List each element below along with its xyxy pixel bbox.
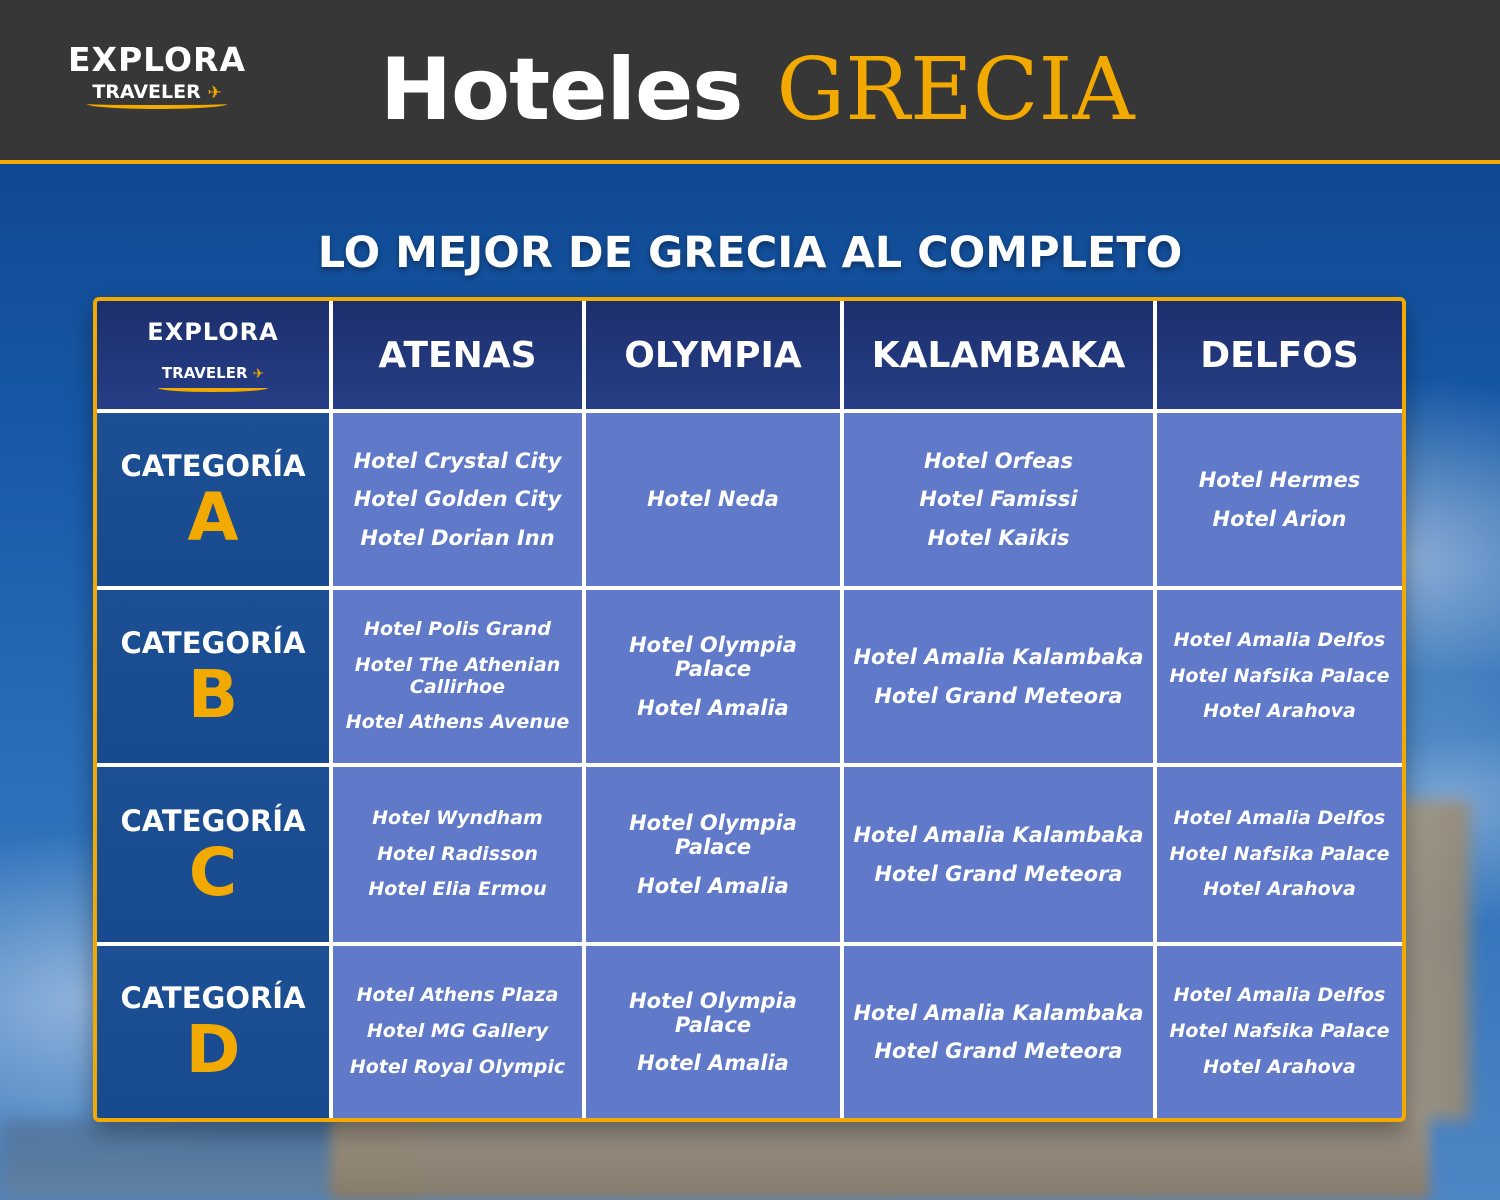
hotel-name: Hotel Orfeas — [923, 449, 1074, 474]
title-word-hoteles: Hoteles — [380, 40, 743, 140]
hotel-name: Hotel Neda — [647, 487, 779, 512]
hotel-name: Hotel Arahova — [1203, 700, 1356, 723]
hotel-name: Hotel Grand Meteora — [874, 861, 1123, 886]
category-label: CATEGORÍA — [120, 981, 306, 1015]
hotel-name: Hotel Kaikis — [927, 525, 1070, 550]
hotel-name: Hotel Grand Meteora — [874, 683, 1123, 708]
category-cell-d — [97, 946, 329, 1118]
hotel-cell — [586, 767, 840, 942]
hotel-name: Hotel The Athenian Callirhoe — [354, 653, 561, 698]
brand-logo — [62, 40, 252, 109]
hotel-cell — [1157, 767, 1402, 942]
hotel-name: Hotel Nafsika Palace — [1169, 842, 1390, 865]
subtitle: LO MEJOR DE GRECIA AL COMPLETO — [317, 228, 1183, 278]
category-cell-c — [97, 767, 329, 942]
hotel-cell — [333, 946, 582, 1118]
hotel-name: Hotel Hermes — [1198, 468, 1361, 493]
category-label: CATEGORÍA — [120, 803, 306, 838]
hotel-name: Hotel Arahova — [1203, 1055, 1356, 1078]
hotel-cell — [586, 590, 840, 763]
hotels-table — [93, 297, 1406, 1122]
brand-sub-text: TRAVELER — [92, 81, 201, 103]
hotel-name: Hotel Elia Ermou — [368, 878, 547, 901]
hotel-cell — [586, 413, 840, 586]
category-label: CATEGORÍA — [120, 448, 306, 483]
hotel-cell — [1157, 946, 1402, 1118]
brand-sub — [92, 81, 221, 103]
hotel-name: Hotel Wyndham — [372, 806, 543, 829]
hotel-name: Hotel MG Gallery — [366, 1020, 549, 1043]
hotel-name: Hotel Olympia Palace — [629, 988, 797, 1037]
hotel-name: Hotel Arion — [1212, 506, 1347, 531]
category-letter: B — [187, 655, 239, 733]
hotel-name: Hotel Amalia — [637, 873, 789, 898]
category-letter: A — [187, 478, 239, 556]
category-cell-a — [97, 413, 329, 586]
hotel-cell — [844, 413, 1153, 586]
hotel-name: Hotel Dorian Inn — [360, 525, 555, 550]
column-header-kalambaka: KALAMBAKA — [844, 301, 1153, 409]
hotel-name: Hotel Amalia Delfos — [1173, 628, 1386, 651]
category-letter: D — [185, 1011, 241, 1088]
hotel-name: Hotel Olympia Palace — [629, 811, 797, 860]
hotel-cell — [1157, 413, 1402, 586]
hotel-name: Hotel Amalia Delfos — [1173, 984, 1386, 1007]
hotel-name: Hotel Nafsika Palace — [1169, 664, 1390, 687]
hotel-name: Hotel Amalia Kalambaka — [853, 645, 1144, 670]
hotel-cell — [333, 767, 582, 942]
page-title — [380, 40, 1135, 140]
hotel-name: Hotel Radisson — [377, 842, 538, 865]
airplane-icon: ✈ — [207, 83, 222, 103]
category-label: CATEGORÍA — [120, 625, 306, 660]
hotel-name: Hotel Olympia Palace — [629, 633, 797, 682]
hotel-cell — [844, 590, 1153, 763]
hotel-name: Hotel Athens Avenue — [345, 711, 570, 734]
column-header-delfos: DELFOS — [1157, 301, 1402, 409]
brand-name-small: EXPLORA — [147, 318, 279, 346]
hotel-cell — [333, 413, 582, 586]
hotel-cell — [586, 946, 840, 1118]
hotel-name: Hotel Famissi — [919, 487, 1078, 512]
hotel-name: Hotel Amalia — [637, 1051, 789, 1076]
hotel-name: Hotel Grand Meteora — [874, 1039, 1123, 1063]
hotels-grid — [97, 301, 1402, 1118]
brand-name: EXPLORA — [67, 40, 247, 79]
header-bar — [0, 0, 1500, 164]
column-header-atenas: ATENAS — [333, 301, 582, 409]
hotel-name: Hotel Arahova — [1203, 878, 1356, 901]
hotel-name: Hotel Amalia Kalambaka — [853, 1000, 1144, 1025]
hotel-name: Hotel Amalia Kalambaka — [853, 823, 1144, 848]
hotel-cell — [1157, 590, 1402, 763]
hotel-name: Hotel Athens Plaza — [356, 984, 559, 1007]
hotel-cell — [844, 767, 1153, 942]
airplane-icon: ✈ — [252, 366, 265, 382]
swoosh-icon — [158, 384, 268, 392]
column-header-olympia: OLYMPIA — [586, 301, 840, 409]
category-cell-b — [97, 590, 329, 763]
title-word-grecia: GRECIA — [776, 40, 1135, 140]
hotel-name: Hotel Golden City — [353, 487, 562, 512]
brand-logo-small — [147, 318, 278, 392]
hotel-name: Hotel Amalia Delfos — [1173, 806, 1386, 829]
brand-sub-small-text: TRAVELER — [161, 364, 248, 382]
category-letter: C — [188, 833, 238, 911]
brand-sub-small — [162, 364, 264, 382]
hotel-name: Hotel Amalia — [637, 695, 789, 720]
hotel-cell — [333, 590, 582, 763]
hotel-name: Hotel Nafsika Palace — [1169, 1020, 1390, 1043]
table-corner-logo — [97, 301, 329, 409]
hotel-name: Hotel Polis Grand — [364, 617, 551, 640]
hotel-cell — [844, 946, 1153, 1118]
hotel-name: Hotel Royal Olympic — [349, 1055, 566, 1078]
hotel-name: Hotel Crystal City — [353, 449, 562, 474]
